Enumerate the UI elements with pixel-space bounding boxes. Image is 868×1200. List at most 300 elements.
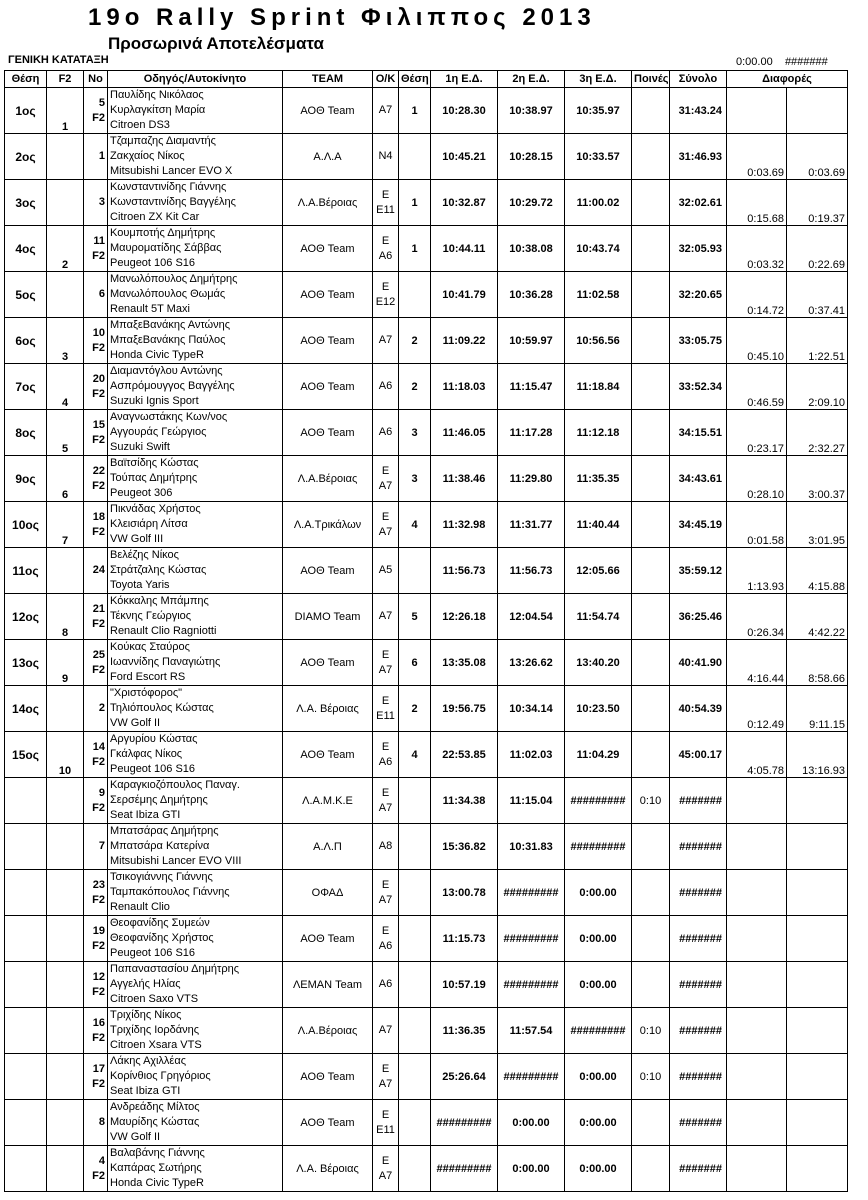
stage-2-time: 10:36.28 — [498, 272, 565, 318]
gap-leader: 2:09.10 — [787, 364, 848, 410]
class-rank-cell: 3 — [399, 456, 431, 502]
codriver-name: Μαυρίδης Κώστας — [110, 1116, 200, 1128]
position-cell: 5ος — [5, 272, 47, 318]
codriver-name: Μπατσάρα Κατερίνα — [110, 840, 210, 852]
position-cell: 6ος — [5, 318, 47, 364]
total-time: 32:20.65 — [670, 272, 727, 318]
car-number-cell — [84, 1146, 108, 1192]
car-model: Peugeot 106 S16 — [110, 257, 196, 269]
result-row — [5, 272, 848, 318]
position-cell: 13ος — [5, 640, 47, 686]
penalty-cell — [632, 134, 670, 180]
car-number: 12 — [92, 970, 105, 983]
f2-position-cell — [47, 686, 84, 732]
penalty-cell — [632, 686, 670, 732]
f2-position-cell — [47, 778, 84, 824]
result-row — [5, 226, 848, 272]
class-rank-cell — [399, 272, 431, 318]
result-row — [5, 364, 848, 410]
total-time: 33:52.34 — [670, 364, 727, 410]
crew-cell — [108, 916, 283, 962]
class-code: E11 — [376, 203, 395, 216]
class-group: E — [381, 1062, 390, 1075]
car-number: 18 — [92, 510, 105, 523]
class-code: A7 — [378, 1169, 393, 1182]
codriver-name: Μαυροματίδης Σάββας — [110, 242, 222, 254]
stage-1-time: 25:26.64 — [431, 1054, 498, 1100]
gap-leader — [787, 778, 848, 824]
gap-previous: 4:16.44 — [727, 640, 787, 686]
position-cell: 15ος — [5, 732, 47, 778]
f2-position-cell: 4 — [47, 364, 84, 410]
f2-position-cell: 7 — [47, 502, 84, 548]
stage-2-time: 10:34.14 — [498, 686, 565, 732]
driver-name: Κωνσταντινίδης Γιάννης — [110, 181, 227, 193]
position-cell: 4ος — [5, 226, 47, 272]
total-time: 40:41.90 — [670, 640, 727, 686]
class-cell — [373, 134, 399, 180]
crew-cell — [108, 778, 283, 824]
crew-cell — [108, 180, 283, 226]
stage-3-time: ######### — [565, 1008, 632, 1054]
stage-3-time: 0:00.00 — [565, 962, 632, 1008]
col-header: F2 — [47, 71, 84, 88]
total-time: 40:54.39 — [670, 686, 727, 732]
class-cell — [373, 364, 399, 410]
result-row — [5, 318, 848, 364]
class-rank-cell — [399, 916, 431, 962]
position-cell: 1ος — [5, 88, 47, 134]
f2-tag: F2 — [92, 755, 105, 768]
stage-3-time: 0:00.00 — [565, 916, 632, 962]
class-code: A7 — [378, 104, 393, 116]
total-time: ####### — [670, 1008, 727, 1054]
class-rank-cell: 1 — [399, 180, 431, 226]
result-row — [5, 640, 848, 686]
team-cell: ΑΟΘ Team — [283, 410, 373, 456]
class-code: A8 — [378, 840, 393, 852]
class-code: A7 — [378, 801, 393, 814]
class-code: A6 — [378, 939, 393, 952]
gap-leader: 0:19.37 — [787, 180, 848, 226]
stage-2-time: 11:02.03 — [498, 732, 565, 778]
team-cell: Λ.Α.Βέροιας — [283, 456, 373, 502]
codriver-name: Θεοφανίδης Χρήστος — [110, 932, 214, 944]
stage-1-time: 11:32.98 — [431, 502, 498, 548]
page-subtitle: Προσωρινά Αποτελέσματα — [108, 34, 324, 53]
driver-name: Θεοφανίδης Συμεών — [110, 917, 210, 929]
gap-previous: 0:28.10 — [727, 456, 787, 502]
car-number: 16 — [92, 1016, 105, 1029]
crew-cell — [108, 272, 283, 318]
gap-leader: 0:03.69 — [787, 134, 848, 180]
driver-name: Βαϊτσίδης Κώστας — [110, 457, 199, 469]
position-cell — [5, 1100, 47, 1146]
car-number-cell — [84, 778, 108, 824]
penalty-cell — [632, 364, 670, 410]
position-cell: 8ος — [5, 410, 47, 456]
f2-position-cell: 8 — [47, 594, 84, 640]
f2-tag: F2 — [92, 525, 105, 538]
class-code: A6 — [378, 426, 393, 438]
car-number: 5 — [98, 96, 105, 109]
gap-leader — [787, 88, 848, 134]
gap-leader — [787, 824, 848, 870]
class-group: E — [381, 924, 390, 937]
result-row — [5, 1146, 848, 1192]
result-row — [5, 870, 848, 916]
class-cell — [373, 226, 399, 272]
header-stamp — [736, 56, 828, 68]
class-rank-cell — [399, 548, 431, 594]
total-time: ####### — [670, 870, 727, 916]
codriver-name: Κυρλαγκίτση Μαρία — [110, 104, 206, 116]
team-cell: DIAMO Team — [283, 594, 373, 640]
gap-previous: 4:05.78 — [727, 732, 787, 778]
f2-tag: F2 — [92, 663, 105, 676]
total-time: 36:25.46 — [670, 594, 727, 640]
result-row — [5, 1100, 848, 1146]
car-model: Peugeot 106 S16 — [110, 947, 196, 959]
car-number: 1 — [98, 150, 105, 162]
car-model: Ford Escort RS — [110, 671, 186, 683]
penalty-cell — [632, 1146, 670, 1192]
car-number-cell — [84, 548, 108, 594]
penalty-cell — [632, 548, 670, 594]
result-row — [5, 180, 848, 226]
f2-tag: F2 — [92, 939, 105, 952]
codriver-name: Ιωαννίδης Παναγιώτης — [110, 656, 221, 668]
stage-2-time: ######### — [498, 962, 565, 1008]
page-title: 19o Rally Sprint Φιλιππος 2013 — [88, 4, 596, 31]
penalty-cell — [632, 962, 670, 1008]
car-number: 10 — [92, 326, 105, 339]
stage-3-time: 0:00.00 — [565, 1146, 632, 1192]
class-code: E12 — [375, 295, 396, 308]
penalty-cell — [632, 272, 670, 318]
total-time: ####### — [670, 916, 727, 962]
stage-1-time: 10:44.11 — [431, 226, 498, 272]
class-code: A5 — [378, 564, 393, 576]
class-cell — [373, 456, 399, 502]
f2-position-cell — [47, 916, 84, 962]
header-row — [5, 71, 848, 88]
class-cell — [373, 410, 399, 456]
f2-position-cell: 3 — [47, 318, 84, 364]
gap-leader: 3:00.37 — [787, 456, 848, 502]
class-rank-cell: 5 — [399, 594, 431, 640]
stage-2-time: 11:15.04 — [498, 778, 565, 824]
codriver-name: Ασπρόμουγγος Βαγγέλης — [110, 380, 235, 392]
gap-previous: 0:03.32 — [727, 226, 787, 272]
class-rank-cell — [399, 134, 431, 180]
class-cell — [373, 640, 399, 686]
stage-1-time: 22:53.85 — [431, 732, 498, 778]
driver-name: Τζαμπαζης Διαμαντής — [110, 135, 216, 147]
f2-position-cell — [47, 870, 84, 916]
gap-previous: 0:01.58 — [727, 502, 787, 548]
class-code: A7 — [378, 525, 393, 538]
gap-leader: 8:58.66 — [787, 640, 848, 686]
position-cell: 2ος — [5, 134, 47, 180]
class-code: A6 — [378, 755, 393, 768]
penalty-cell — [632, 226, 670, 272]
f2-position-cell: 10 — [47, 732, 84, 778]
class-cell — [373, 824, 399, 870]
class-group: E — [381, 648, 390, 661]
gap-leader — [787, 1146, 848, 1192]
f2-tag: F2 — [92, 985, 105, 998]
stage-3-time: 0:00.00 — [565, 1054, 632, 1100]
team-cell: Λ.Α. Βέροιας — [283, 686, 373, 732]
class-code: A7 — [378, 1024, 393, 1036]
codriver-name: Αγγουράς Γεώργιος — [110, 426, 207, 438]
f2-position-cell — [47, 962, 84, 1008]
stage-1-time: 11:15.73 — [431, 916, 498, 962]
car-model: Renault Clio Ragniotti — [110, 625, 217, 637]
codriver-name: Τριχίδης Ιορδάνης — [110, 1024, 200, 1036]
class-rank-cell — [399, 962, 431, 1008]
codriver-name: ΜπαξεΒανάκης Παύλος — [110, 334, 226, 346]
position-cell: 9ος — [5, 456, 47, 502]
car-number: 7 — [98, 840, 105, 852]
gap-leader — [787, 870, 848, 916]
stage-1-time: 11:09.22 — [431, 318, 498, 364]
car-number: 24 — [92, 564, 105, 576]
total-time: ####### — [670, 824, 727, 870]
class-cell — [373, 548, 399, 594]
stage-1-time: 11:38.46 — [431, 456, 498, 502]
result-row — [5, 456, 848, 502]
crew-cell — [108, 1054, 283, 1100]
codriver-name: Ταμπακόπουλος Γιάννης — [110, 886, 230, 898]
car-number: 17 — [92, 1062, 105, 1075]
stage-1-time: 13:00.78 — [431, 870, 498, 916]
driver-name: "Χριστόφορος" — [110, 687, 183, 699]
stage-2-time: ######### — [498, 870, 565, 916]
col-header: Σύνολο — [670, 71, 727, 88]
class-rank-cell — [399, 824, 431, 870]
driver-name: Παυλίδης Νικόλαος — [110, 89, 204, 101]
codriver-name: Γκάλφας Νίκος — [110, 748, 183, 760]
class-cell — [373, 962, 399, 1008]
section-label: ΓΕΝΙΚΗ ΚΑΤΑΤΑΞΗ — [8, 54, 109, 66]
crew-cell — [108, 870, 283, 916]
driver-name: Διαμαντόγλου Αντώνης — [110, 365, 223, 377]
f2-position-cell — [47, 824, 84, 870]
f2-tag: F2 — [92, 479, 105, 492]
col-header: 2η Ε.Δ. — [498, 71, 565, 88]
f2-position-cell — [47, 1100, 84, 1146]
crew-cell — [108, 640, 283, 686]
codriver-name: Αγγελής Ηλίας — [110, 978, 181, 990]
result-row — [5, 134, 848, 180]
gap-previous: 0:46.59 — [727, 364, 787, 410]
gap-leader — [787, 1054, 848, 1100]
stage-3-time: 11:02.58 — [565, 272, 632, 318]
f2-position-cell: 6 — [47, 456, 84, 502]
stage-2-time: 10:29.72 — [498, 180, 565, 226]
header-hash: ####### — [784, 56, 828, 68]
car-number: 23 — [92, 878, 105, 891]
stage-2-time: 0:00.00 — [498, 1146, 565, 1192]
gap-leader: 1:22.51 — [787, 318, 848, 364]
gap-leader: 4:42.22 — [787, 594, 848, 640]
penalty-cell — [632, 502, 670, 548]
results-table — [4, 70, 848, 1192]
car-model: Peugeot 306 — [110, 487, 173, 499]
class-cell — [373, 1146, 399, 1192]
class-group: E — [381, 188, 390, 201]
gap-previous — [727, 962, 787, 1008]
gap-previous: 0:03.69 — [727, 134, 787, 180]
class-group: E — [381, 786, 390, 799]
class-rank-cell — [399, 1054, 431, 1100]
total-time: 31:43.24 — [670, 88, 727, 134]
result-row — [5, 88, 848, 134]
driver-name: Λάκης Αχιλλέας — [110, 1055, 186, 1067]
class-rank-cell — [399, 778, 431, 824]
car-number-cell — [84, 364, 108, 410]
driver-name: Βαλαβάνης Γιάννης — [110, 1147, 205, 1159]
driver-name: Πικνάδας Χρήστος — [110, 503, 201, 515]
class-rank-cell: 1 — [399, 226, 431, 272]
car-model: Citroen Xsara VTS — [110, 1039, 202, 1051]
stage-3-time: 0:00.00 — [565, 870, 632, 916]
f2-tag: F2 — [92, 893, 105, 906]
position-cell: 3ος — [5, 180, 47, 226]
car-number-cell — [84, 88, 108, 134]
stage-2-time: 11:17.28 — [498, 410, 565, 456]
stage-3-time: ######### — [565, 824, 632, 870]
class-group: E — [381, 1108, 390, 1121]
class-rank-cell — [399, 1146, 431, 1192]
f2-position-cell — [47, 1146, 84, 1192]
col-header: TEAM — [283, 71, 373, 88]
stage-3-time: 11:40.44 — [565, 502, 632, 548]
car-number: 4 — [98, 1154, 105, 1167]
crew-cell — [108, 410, 283, 456]
stage-2-time: 10:59.97 — [498, 318, 565, 364]
class-rank-cell: 2 — [399, 686, 431, 732]
stage-3-time: 0:00.00 — [565, 1100, 632, 1146]
car-number: 21 — [92, 602, 105, 615]
gap-leader: 2:32.27 — [787, 410, 848, 456]
col-header: 3η Ε.Δ. — [565, 71, 632, 88]
class-group: E — [381, 1154, 390, 1167]
driver-name: Τσικογιάννης Γιάννης — [110, 871, 213, 883]
class-group: E — [381, 510, 390, 523]
penalty-cell — [632, 318, 670, 364]
class-code: E11 — [376, 709, 395, 722]
position-cell — [5, 1054, 47, 1100]
car-model: Honda Civic TypeR — [110, 349, 204, 361]
f2-position-cell: 2 — [47, 226, 84, 272]
crew-cell — [108, 548, 283, 594]
crew-cell — [108, 1008, 283, 1054]
penalty-cell — [632, 824, 670, 870]
stage-1-time: 10:45.21 — [431, 134, 498, 180]
crew-cell — [108, 502, 283, 548]
gap-leader: 9:11.15 — [787, 686, 848, 732]
codriver-name: Κλεισιάρη Λίτσα — [110, 518, 188, 530]
team-cell: ΛΕΜΑΝ Team — [283, 962, 373, 1008]
total-time: 32:02.61 — [670, 180, 727, 226]
f2-position-cell — [47, 1008, 84, 1054]
stage-1-time: 10:32.87 — [431, 180, 498, 226]
f2-tag: F2 — [92, 111, 105, 124]
gap-previous — [727, 1008, 787, 1054]
position-cell — [5, 824, 47, 870]
f2-position-cell — [47, 180, 84, 226]
position-cell — [5, 962, 47, 1008]
class-cell — [373, 594, 399, 640]
penalty-cell — [632, 456, 670, 502]
class-code: E11 — [376, 1123, 395, 1136]
class-cell — [373, 88, 399, 134]
col-header: Οδηγός/Αυτοκίνητο — [108, 71, 283, 88]
team-cell: ΑΟΘ Team — [283, 364, 373, 410]
team-cell: ΑΟΘ Team — [283, 640, 373, 686]
class-rank-cell: 4 — [399, 502, 431, 548]
car-number: 19 — [92, 924, 105, 937]
car-number: 2 — [98, 702, 105, 714]
total-time: ####### — [670, 1100, 727, 1146]
car-number-cell — [84, 962, 108, 1008]
stage-3-time: 11:18.84 — [565, 364, 632, 410]
crew-cell — [108, 134, 283, 180]
position-cell — [5, 916, 47, 962]
gap-leader: 0:22.69 — [787, 226, 848, 272]
stage-2-time: ######### — [498, 916, 565, 962]
car-model: Citroen ZX Kit Car — [110, 211, 200, 223]
car-number-cell — [84, 502, 108, 548]
class-code: A7 — [378, 893, 393, 906]
gap-previous — [727, 778, 787, 824]
class-cell — [373, 686, 399, 732]
stage-1-time: 11:36.35 — [431, 1008, 498, 1054]
car-number: 25 — [92, 648, 105, 661]
team-cell: ΑΟΘ Team — [283, 226, 373, 272]
driver-name: Κόκκαλης Μπάμπης — [110, 595, 209, 607]
class-cell — [373, 1054, 399, 1100]
penalty-cell — [632, 410, 670, 456]
stage-1-time: 11:34.38 — [431, 778, 498, 824]
codriver-name: Μανωλόπουλος Θωμάς — [110, 288, 226, 300]
codriver-name: Κορίνθιος Γρηγόριος — [110, 1070, 211, 1082]
team-cell: Λ.Α. Βέροιας — [283, 1146, 373, 1192]
driver-name: Αναγνωστάκης Κων/νος — [110, 411, 228, 423]
total-time: 31:46.93 — [670, 134, 727, 180]
driver-name: Αργυρίου Κώστας — [110, 733, 198, 745]
stage-3-time: 11:04.29 — [565, 732, 632, 778]
col-header: No — [84, 71, 108, 88]
car-number-cell — [84, 732, 108, 778]
penalty-cell — [632, 640, 670, 686]
position-cell — [5, 1146, 47, 1192]
crew-cell — [108, 226, 283, 272]
stage-2-time: 10:38.08 — [498, 226, 565, 272]
class-code: A7 — [378, 334, 393, 346]
stage-2-time: ######### — [498, 1054, 565, 1100]
team-cell: ΑΟΘ Team — [283, 318, 373, 364]
team-cell: ΑΟΘ Team — [283, 272, 373, 318]
total-time: 34:15.51 — [670, 410, 727, 456]
gap-previous — [727, 870, 787, 916]
penalty-cell — [632, 180, 670, 226]
car-model: Suzuki Swift — [110, 441, 170, 453]
car-number-cell — [84, 410, 108, 456]
